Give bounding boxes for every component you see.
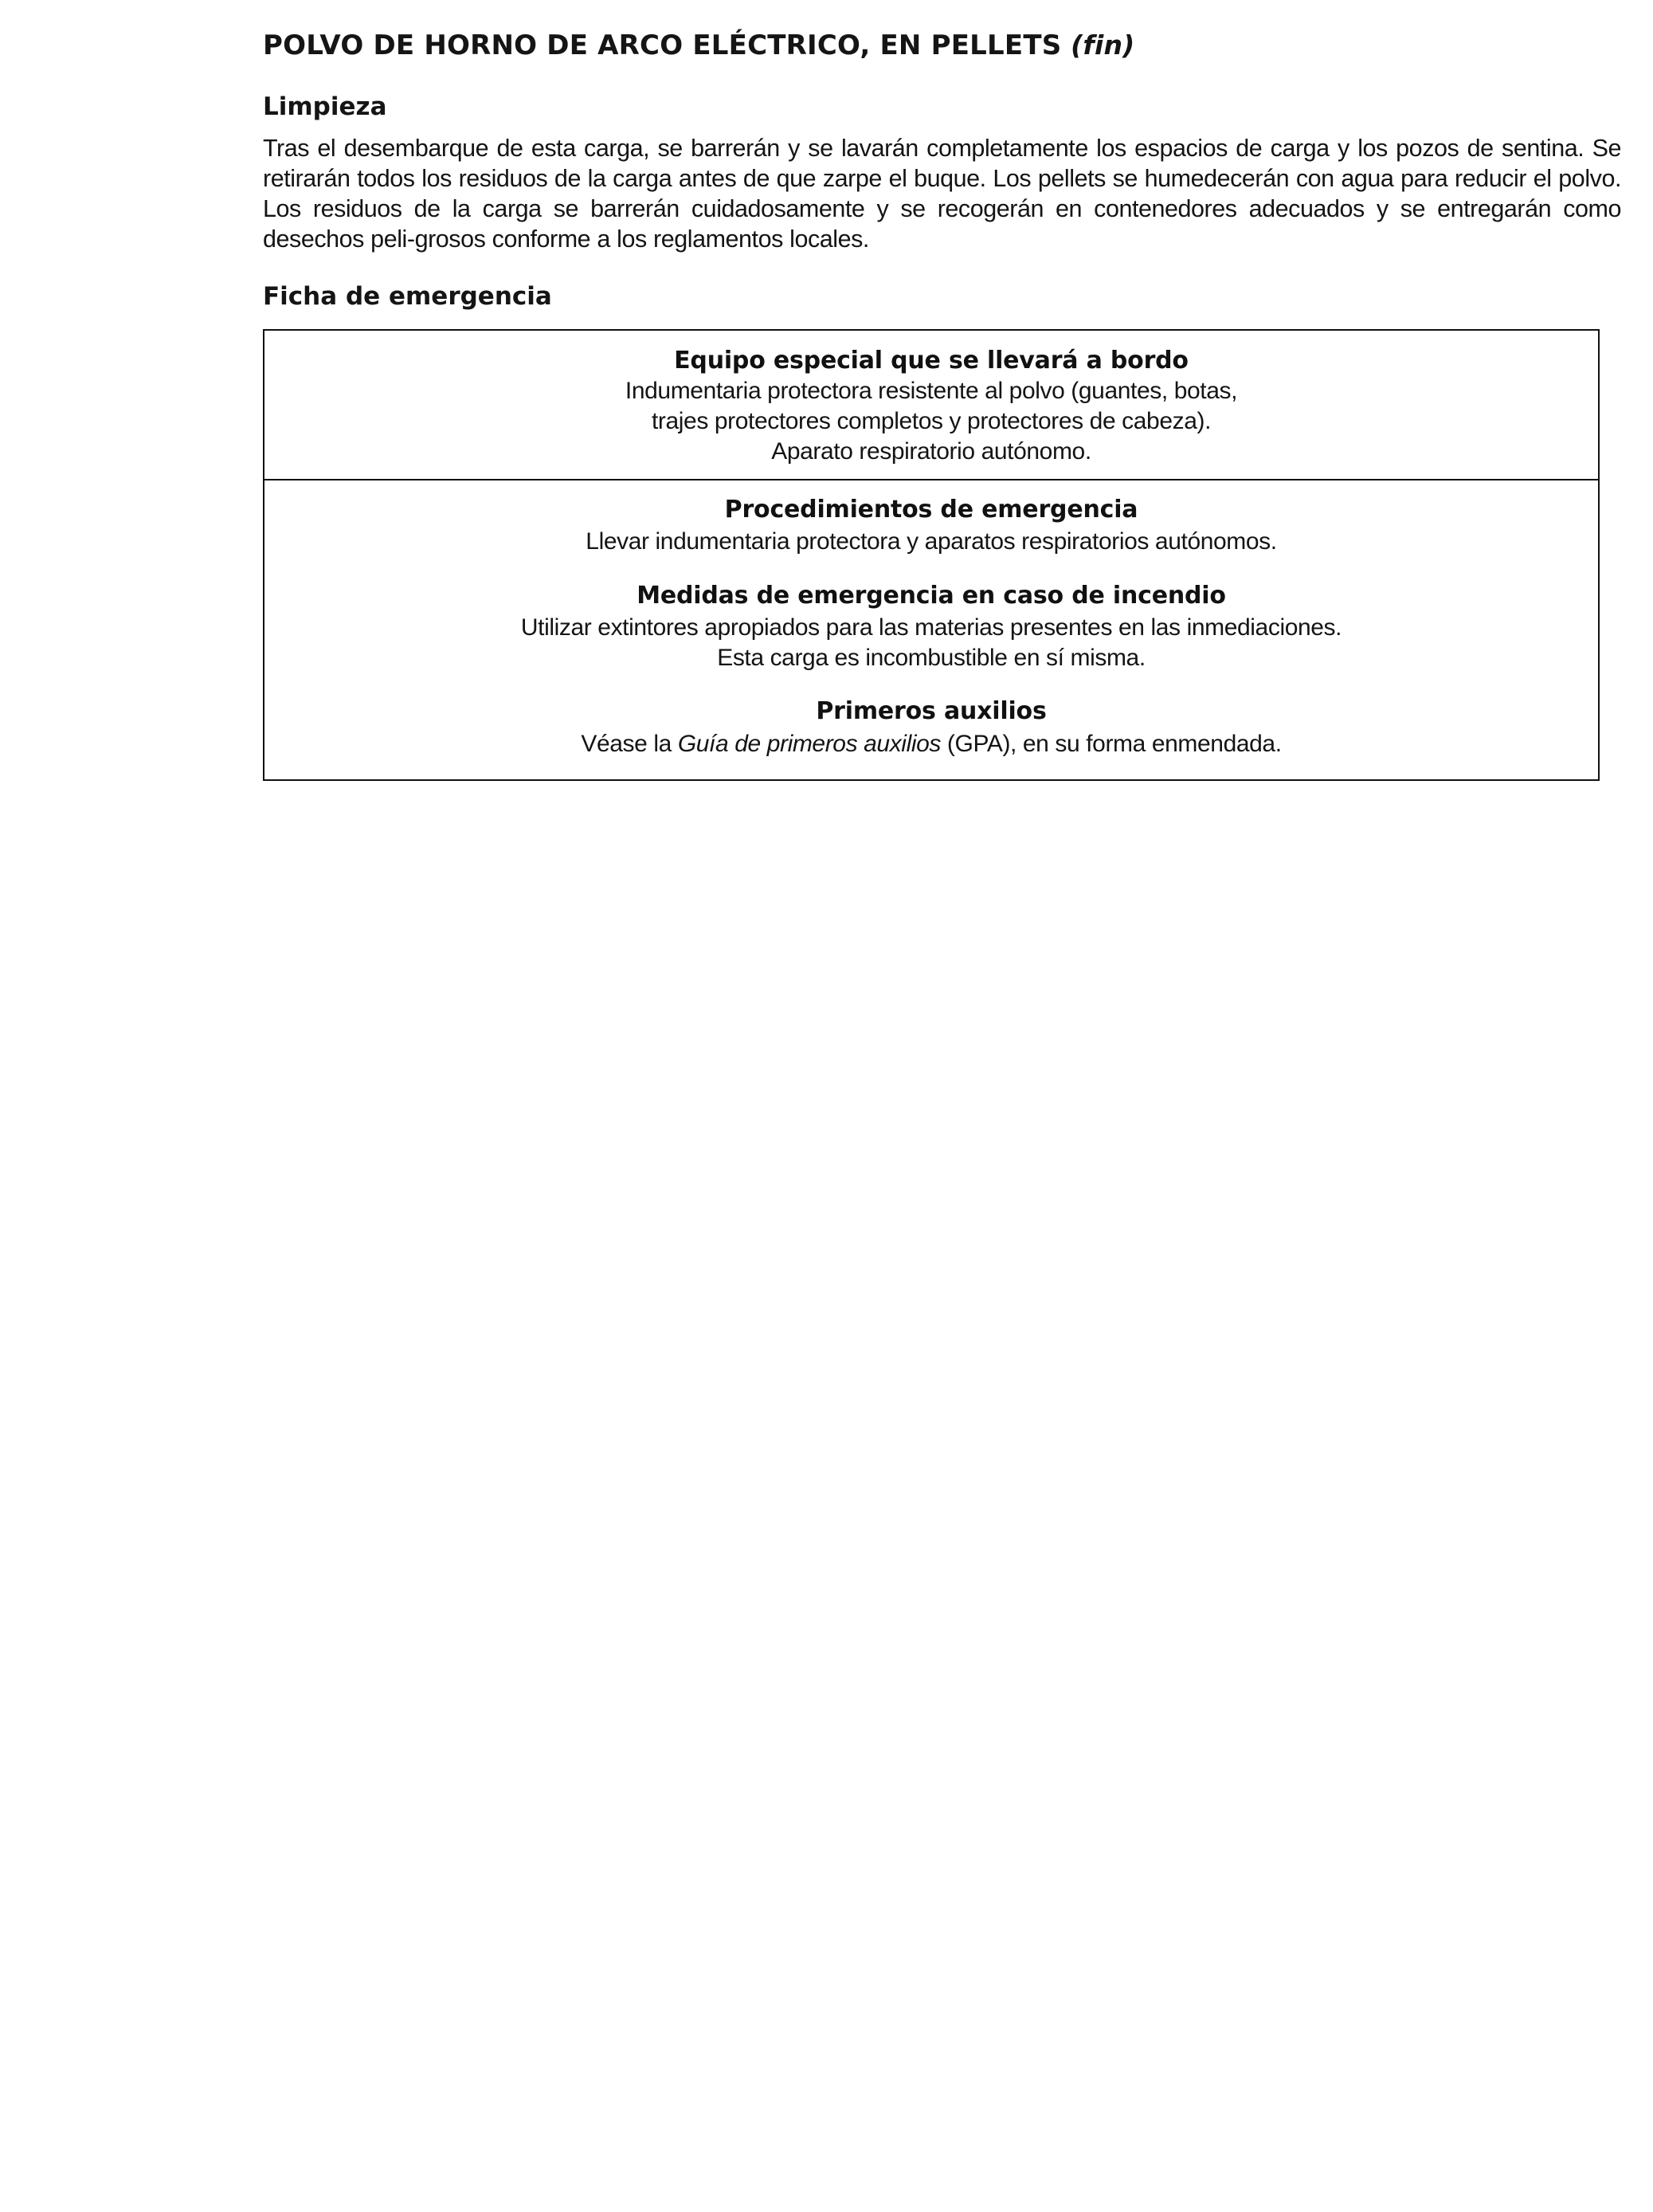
section-heading-ficha: Ficha de emergencia [263,282,552,312]
spacer [263,312,1621,329]
cargo-title-suffix [1061,29,1134,61]
special-equipment-line: Indumentaria protectora resistente al polvo (guantes, botas, [625,378,1238,405]
cargo-title-main: POLVO DE HORNO DE ARCO ELÉCTRICO, EN PELLETS [263,29,1062,61]
fire-measures-line: Utilizar extintores apropiados para las materias presentes en las inmediaciones. [520,614,1342,641]
special-equipment-line: trajes protectores completos y protectores de cabeza). [651,408,1212,435]
spacer [263,122,1621,134]
emergency-procedures-group [280,495,1582,557]
first-aid-title: Primeros auxilios [816,697,1047,726]
spacer [263,61,1621,92]
limpieza-line: y los pozos de sentina. Se retirarán todos los residuos de la carga antes de que zarpe el buque. [263,135,1621,193]
cargo-title-suffix-text: (fin) [1071,29,1135,61]
limpieza-paragraph [263,134,1621,255]
emergency-box-cell-procedures [264,480,1598,779]
emergency-box-cell-special-equipment [264,331,1598,479]
first-aid-line [280,729,1582,759]
fire-measures-title: Medidas de emergencia en caso de incendio [637,582,1226,610]
spacer [263,255,1621,282]
first-aid-suffix: (GPA), en su forma enmendada. [940,730,1282,757]
special-equipment-line: Aparato respiratorio autónomo. [771,437,1091,465]
fire-measures-line: Esta carga es incombustible en sí misma. [717,644,1146,671]
emergency-schedule-box [263,329,1600,781]
limpieza-line: Los pellets se humedecerán con agua para reducir el polvo. Los residuos de la carga se barrerán [263,165,1621,223]
section-heading-limpieza: Limpieza [263,92,387,122]
cargo-title [263,30,1621,61]
special-equipment-title: Equipo especial que se llevará a bordo [674,347,1189,375]
page-content [263,30,1621,781]
fire-measures-group [280,581,1582,673]
limpieza-line: Tras el desembarque de esta carga, se barrerán y se lavarán completamente los espacios de carga [263,135,1330,163]
limpieza-line: grosos conforme a los reglamentos locales. [414,226,869,253]
emergency-procedures-title: Procedimientos de emergencia [724,496,1138,524]
limpieza-line: cuidadosamente y se recogerán en contenedores adecuados y se entregarán como desechos peli- [263,195,1621,253]
first-aid-group [280,696,1582,759]
first-aid-guide-title: Guía de primeros auxilios [677,730,941,757]
first-aid-prefix: Véase la [581,730,678,757]
emergency-procedures-line: Llevar indumentaria protectora y aparatos respiratorios autónomos. [586,528,1277,555]
